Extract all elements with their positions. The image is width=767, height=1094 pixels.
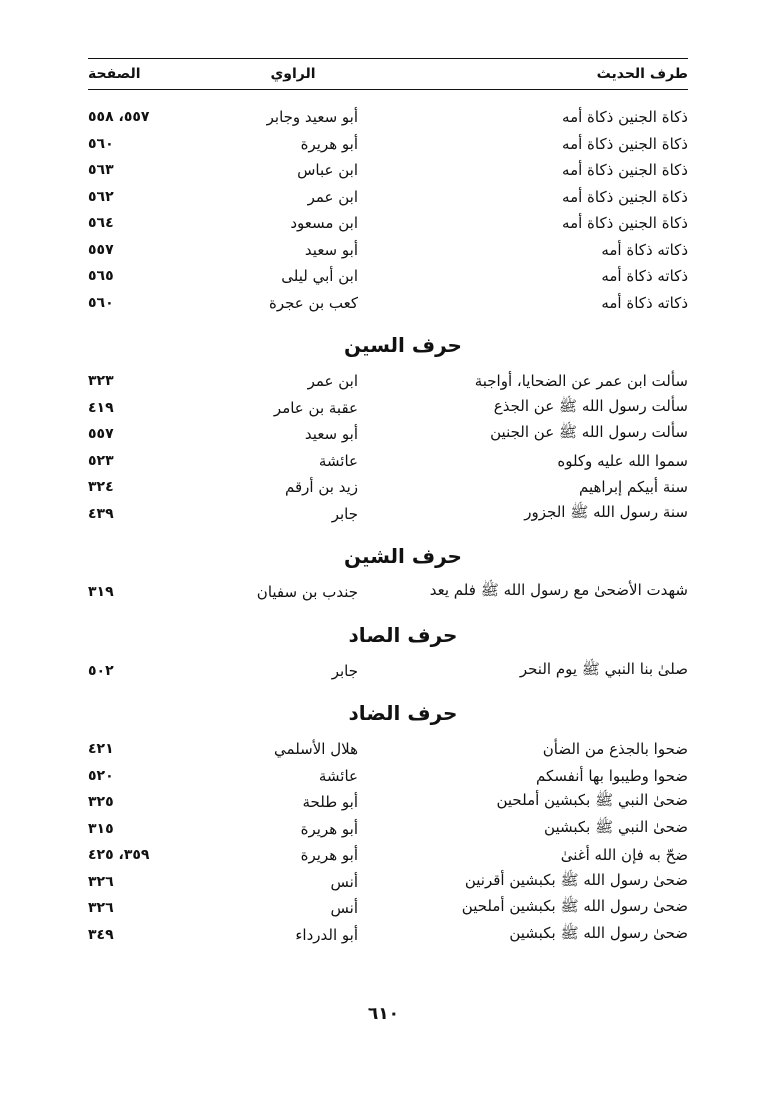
table-row [88, 263, 688, 290]
page-ref: ٤٢١ [88, 741, 114, 758]
table-row [88, 131, 688, 158]
hadith-text: سنة أبيكم إبراهيم [578, 478, 688, 497]
table-row [88, 448, 688, 475]
hadith-text: ضحىٰ رسول الله ﷺ بكبشين أملحين [461, 897, 688, 916]
page-ref: ٥٥٧ [88, 426, 114, 443]
table-row [88, 474, 688, 501]
page-ref: ٥٢٠ [88, 767, 114, 784]
page-ref: ٥٥٧ [88, 241, 114, 258]
table-row [88, 157, 688, 184]
hadith-text: ضحّ به فإن الله أغنىٰ [560, 846, 688, 865]
narrator-name: جابر [331, 504, 358, 523]
page-ref: ٥٥٧، ٥٥٨ [88, 109, 150, 126]
hadith-text: ضحىٰ رسول الله ﷺ بكبشين [509, 923, 688, 942]
table-row [88, 789, 688, 816]
page-ref: ٤١٩ [88, 399, 114, 416]
hadith-text: ضحىٰ النبي ﷺ بكبشين [544, 817, 688, 836]
narrator-name: زيد بن أرقم [285, 478, 358, 497]
hadith-text: ضحىٰ رسول الله ﷺ بكبشين أقرنين [464, 870, 688, 889]
hadith-text: صلىٰ بنا النبي ﷺ يوم النحر [519, 659, 688, 678]
page-ref: ٥٦٤ [88, 215, 114, 232]
hadith-text: ذكاة الجنين ذكاة أمه [562, 187, 688, 206]
narrator-name: أنس [330, 872, 358, 891]
narrator-name: ابن عمر [307, 187, 358, 206]
hadith-text: ذكاة الجنين ذكاة أمه [562, 134, 688, 153]
table-row [88, 368, 688, 395]
table-row [88, 184, 688, 211]
page-ref: ٥٦٠ [88, 294, 114, 311]
page-ref: ٣٥٩، ٤٢٥ [88, 847, 150, 864]
hadith-text: سألت رسول الله ﷺ عن الجذع [493, 396, 688, 415]
hadith-text: شهدت الأضحىٰ مع رسول الله ﷺ فلم يعد [429, 581, 688, 600]
hadith-text: ذكاة الجنين ذكاة أمه [562, 108, 688, 127]
hadith-text: سألت رسول الله ﷺ عن الجنين [490, 423, 688, 442]
page-ref: ٣١٩ [88, 584, 114, 601]
header-narrator: الراوي [270, 66, 316, 82]
hadith-text: ضحوا وطيبوا بها أنفسكم [535, 766, 688, 785]
page-ref: ٣١٥ [88, 820, 114, 837]
table-row [88, 842, 688, 869]
narrator-name: ابن أبي ليلى [281, 267, 358, 286]
narrator-name: أبو هريرة [300, 134, 358, 153]
narrator-name: أبو سعيد وجابر [266, 108, 358, 127]
table-row [88, 290, 688, 317]
table-row [88, 210, 688, 237]
narrator-name: أبو هريرة [300, 819, 358, 838]
narrator-name: أبو طلحة [302, 793, 358, 812]
hadith-text: سألت ابن عمر عن الضحايا، أواجبة [474, 372, 688, 391]
header-page: الصفحة [88, 66, 141, 82]
narrator-name: أبو هريرة [300, 846, 358, 865]
narrator-name: جابر [331, 661, 358, 680]
hadith-text: ذكاته ذكاة أمه [601, 240, 688, 259]
table-row [88, 736, 688, 763]
narrator-name: عائشة [318, 766, 358, 785]
page-ref: ٣٢٣ [88, 373, 114, 390]
hadith-text: ضحىٰ النبي ﷺ بكبشين أملحين [496, 791, 688, 810]
header-hadith: طرف الحديث [596, 66, 688, 82]
narrator-name: ابن عباس [297, 161, 358, 180]
narrator-name: أبو الدرداء [295, 925, 358, 944]
page-ref: ٥٢٣ [88, 452, 114, 469]
narrator-name: ابن عمر [307, 372, 358, 391]
table-header [88, 59, 688, 89]
header-rule [88, 89, 688, 90]
page-ref: ٥٦٣ [88, 162, 114, 179]
page-ref: ٣٤٩ [88, 926, 114, 943]
table-row [88, 395, 688, 422]
narrator-name: أبو سعيد [304, 425, 358, 444]
hadith-text: ضحوا بالجذع من الضأن [542, 740, 688, 759]
table-row [88, 579, 688, 606]
narrator-name: عائشة [318, 451, 358, 470]
narrator-name: أنس [330, 899, 358, 918]
page-ref: ٥٦٠ [88, 135, 114, 152]
section-title: حرف الشين [344, 544, 462, 568]
narrator-name: كعب بن عجرة [268, 293, 358, 312]
page-number: ٦١٠ [367, 1004, 400, 1024]
table-row [88, 237, 688, 264]
page-ref: ٣٢٦ [88, 900, 114, 917]
table-row [88, 763, 688, 790]
page-ref: ٥٦٥ [88, 268, 114, 285]
index-page [88, 58, 688, 948]
table-row [88, 421, 688, 448]
narrator-name: أبو سعيد [304, 240, 358, 259]
section-title: حرف السين [344, 333, 462, 357]
hadith-text: ذكاته ذكاة أمه [601, 267, 688, 286]
index-groups [88, 104, 688, 948]
table-row [88, 922, 688, 949]
table-row [88, 658, 688, 685]
narrator-name: جندب بن سفيان [256, 583, 358, 602]
table-row [88, 501, 688, 528]
table-row [88, 104, 688, 131]
table-row [88, 895, 688, 922]
page-ref: ٥٠٢ [88, 662, 114, 679]
page-ref: ٣٢٥ [88, 794, 114, 811]
page-ref: ٣٢٦ [88, 873, 114, 890]
page-ref: ٣٢٤ [88, 479, 114, 496]
section-title: حرف الصاد [348, 622, 458, 647]
hadith-text: ذكاة الجنين ذكاة أمه [562, 214, 688, 233]
hadith-text: سموا الله عليه وكلوه [557, 451, 688, 470]
page-ref: ٥٦٢ [88, 188, 114, 205]
table-row [88, 816, 688, 843]
narrator-name: هلال الأسلمي [274, 740, 358, 759]
narrator-name: ابن مسعود [290, 214, 358, 233]
hadith-text: ذكاة الجنين ذكاة أمه [562, 161, 688, 180]
narrator-name: عقبة بن عامر [273, 398, 358, 417]
table-row [88, 869, 688, 896]
hadith-text: سنة رسول الله ﷺ الجزور [524, 502, 688, 521]
page-ref: ٤٣٩ [88, 505, 114, 522]
section-title: حرف الضاد [348, 701, 458, 725]
hadith-text: ذكاته ذكاة أمه [601, 293, 688, 312]
